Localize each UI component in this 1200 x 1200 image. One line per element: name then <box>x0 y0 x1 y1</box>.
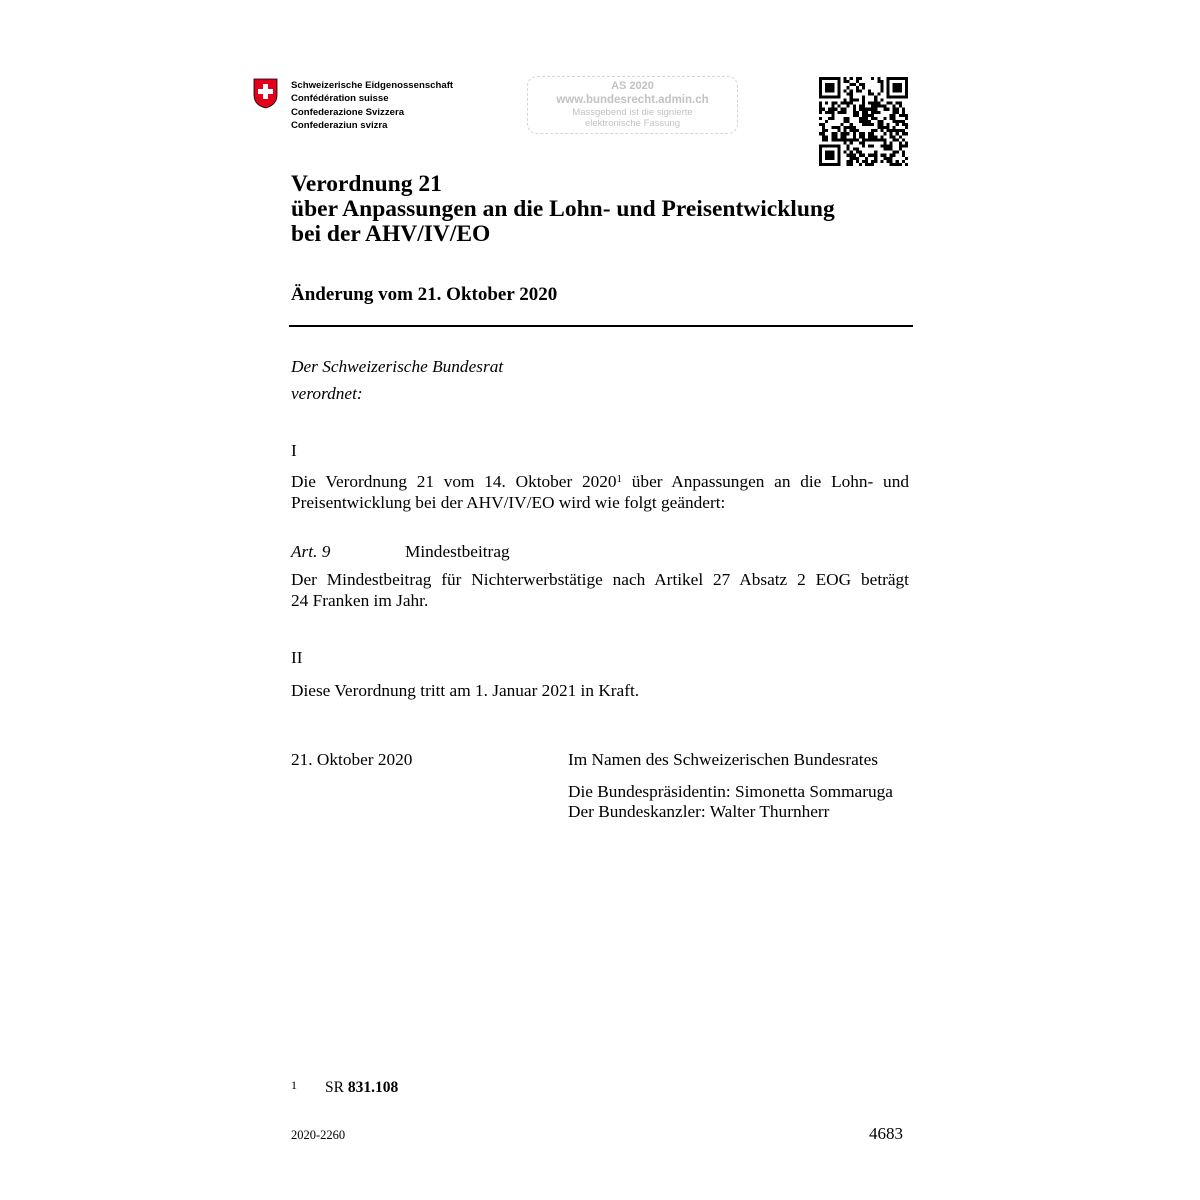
article-text-line-1: Der Mindestbeitrag für Nichterwerbstätige nach Artikel 27 Absatz 2 EOG beträgt <box>291 570 909 589</box>
section-1-line-2: Preisentwicklung bei der AHV/IV/EO wird wie folgt geändert: <box>291 493 726 512</box>
intro-verb: verordnet: <box>291 384 363 403</box>
section-1-text <box>291 471 909 513</box>
confederation-name-fr: Confédération suisse <box>291 93 389 105</box>
stamp-note-2: elektronische Fassung <box>584 118 681 129</box>
title-line-3: bei der AHV/IV/EO <box>291 221 491 247</box>
signature-date: 21. Oktober 2020 <box>291 750 413 769</box>
article-text <box>291 569 909 611</box>
section-1-text-rest: über Anpassungen an die Lohn- und <box>622 472 909 491</box>
stamp-note-1: Massgebend ist die signierte <box>572 107 693 118</box>
stamp-collection: AS 2020 <box>611 80 654 92</box>
page-number: 4683 <box>869 1124 903 1143</box>
confederation-names <box>291 79 453 132</box>
signature-president: Die Bundespräsidentin: Simonetta Sommaruga <box>568 782 893 801</box>
article-text-line-2: 24 Franken im Jahr. <box>291 591 429 610</box>
page-title <box>291 172 835 247</box>
footnote-reference: 831.108 <box>347 1079 399 1096</box>
title-line-2: über Anpassungen an die Lohn- und Preisentwicklung <box>291 196 835 222</box>
document-id: 2020-2260 <box>291 1128 346 1142</box>
title-line-1: Verordnung 21 <box>291 171 442 197</box>
signature-on-behalf: Im Namen des Schweizerischen Bundesrates <box>568 750 878 769</box>
article-title: Mindestbeitrag <box>405 542 510 561</box>
signature-chancellor: Der Bundeskanzler: Walter Thurnherr <box>568 802 830 821</box>
footnote-ref: 1 <box>616 473 623 485</box>
confederation-name-it: Confederazione Svizzera <box>291 106 405 118</box>
stamp-url: www.bundesrecht.admin.ch <box>556 94 709 106</box>
qr-code-icon <box>819 77 908 166</box>
footnote-text <box>325 1079 398 1097</box>
footnote-prefix: SR <box>325 1079 348 1096</box>
swiss-cross-shield-icon <box>253 78 278 109</box>
as-stamp <box>527 76 738 134</box>
article-label: Art. 9 <box>291 542 331 561</box>
section-1-text-start: Die Verordnung 21 vom 14. Oktober 2020 <box>291 472 617 491</box>
section-1-line-1 <box>291 471 909 492</box>
amendment-date: Änderung vom 21. Oktober 2020 <box>291 284 558 305</box>
section-2-text: Diese Verordnung tritt am 1. Januar 2021 in Kraft. <box>291 681 640 700</box>
section-1-numeral: I <box>291 441 297 460</box>
confederation-name-de: Schweizerische Eidgenossenschaft <box>291 80 454 91</box>
title-divider <box>289 325 913 327</box>
section-2-numeral: II <box>291 648 303 667</box>
footnote-number: 1 <box>291 1078 297 1092</box>
confederation-name-rm: Confederaziun svizra <box>291 119 388 131</box>
intro-authority: Der Schweizerische Bundesrat <box>291 357 504 376</box>
